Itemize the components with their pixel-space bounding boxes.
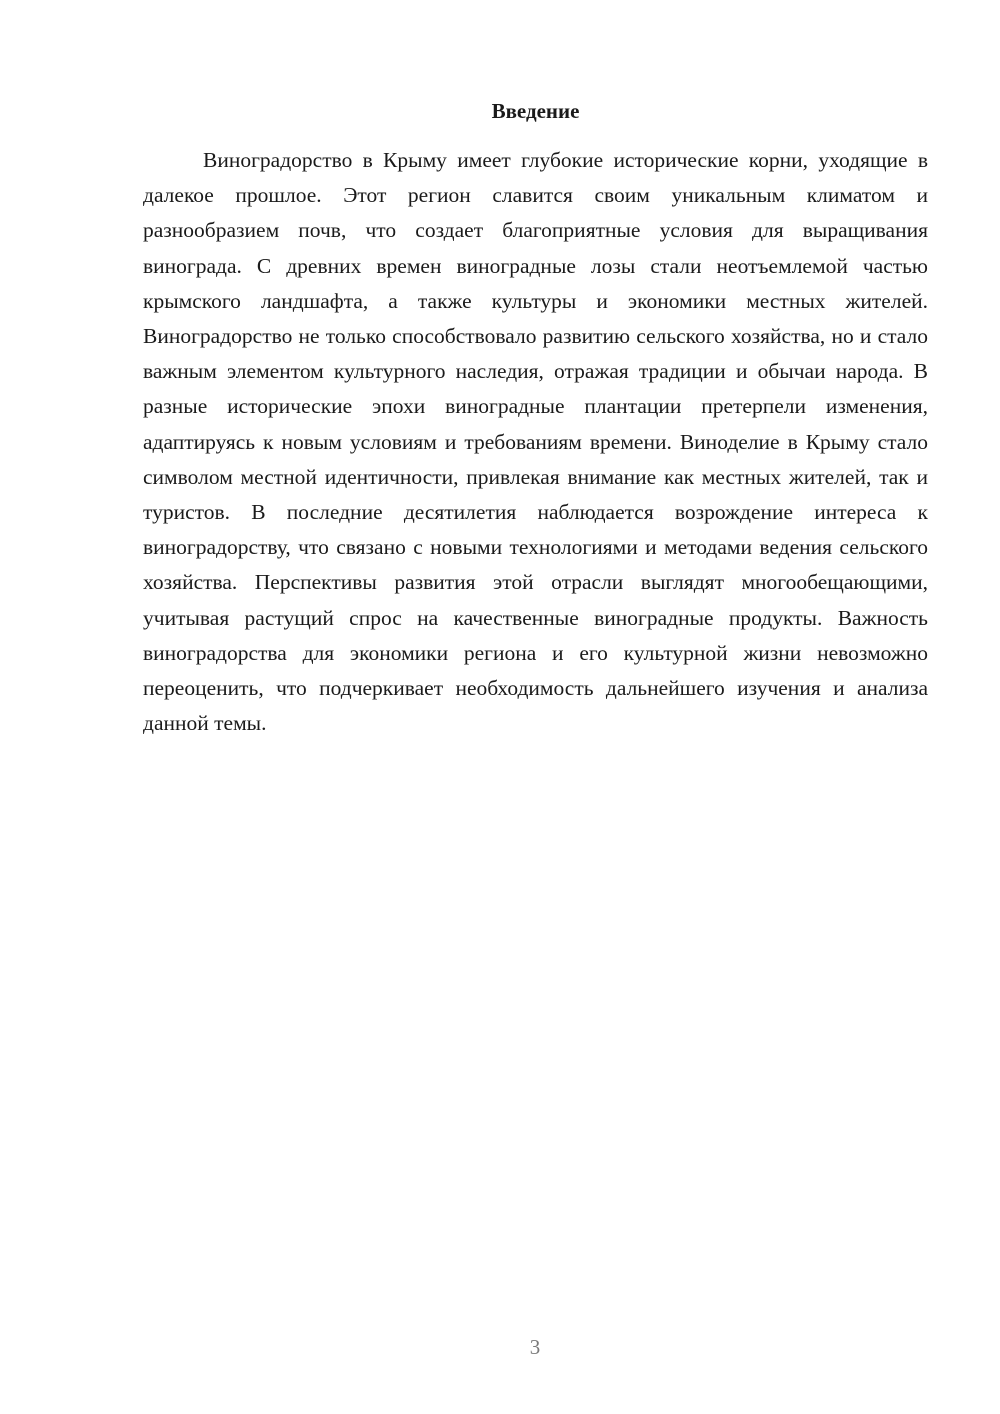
section-title: Введение <box>491 99 580 123</box>
page-number: 3 <box>529 1335 541 1359</box>
introduction-paragraph: Виноградорство в Крыму имеет глубокие исторические корни, уходящие в далекое прошлое. Этот регион славится своим уникальным климатом и разнообразием почв, что создает благоприятные условия для выращивания винограда. С древних времен виноградные лозы стали неотъемлемой частью крымского ландшафта, а также культуры и экономики местных жителей. Виноградорство не только способствовало развитию сельского хозяйства, но и стало важным элементом культурного наследия, отражая традиции и обычаи народа. В разные исторические эпохи виноградные плантации претерпели изменения, адаптируясь к новым условиям и требованиям времени. Виноделие в Крыму стало символом местной идентичности, привлекая внимание как местных жителей, так и туристов. В последние десятилетия наблюдается возрождение интереса к виноградорству, что связано с новыми технологиями и методами ведения сельского хозяйства. Перспективы развития этой отрасли выглядят многообещающими, учитывая растущий спрос на качественные виноградные продукты. Важность виноградорства для экономики региона и его культурной жизни невозможно переоценить, что подчеркивает необходимость дальнейшего изучения и анализа данной темы. <box>143 148 928 736</box>
